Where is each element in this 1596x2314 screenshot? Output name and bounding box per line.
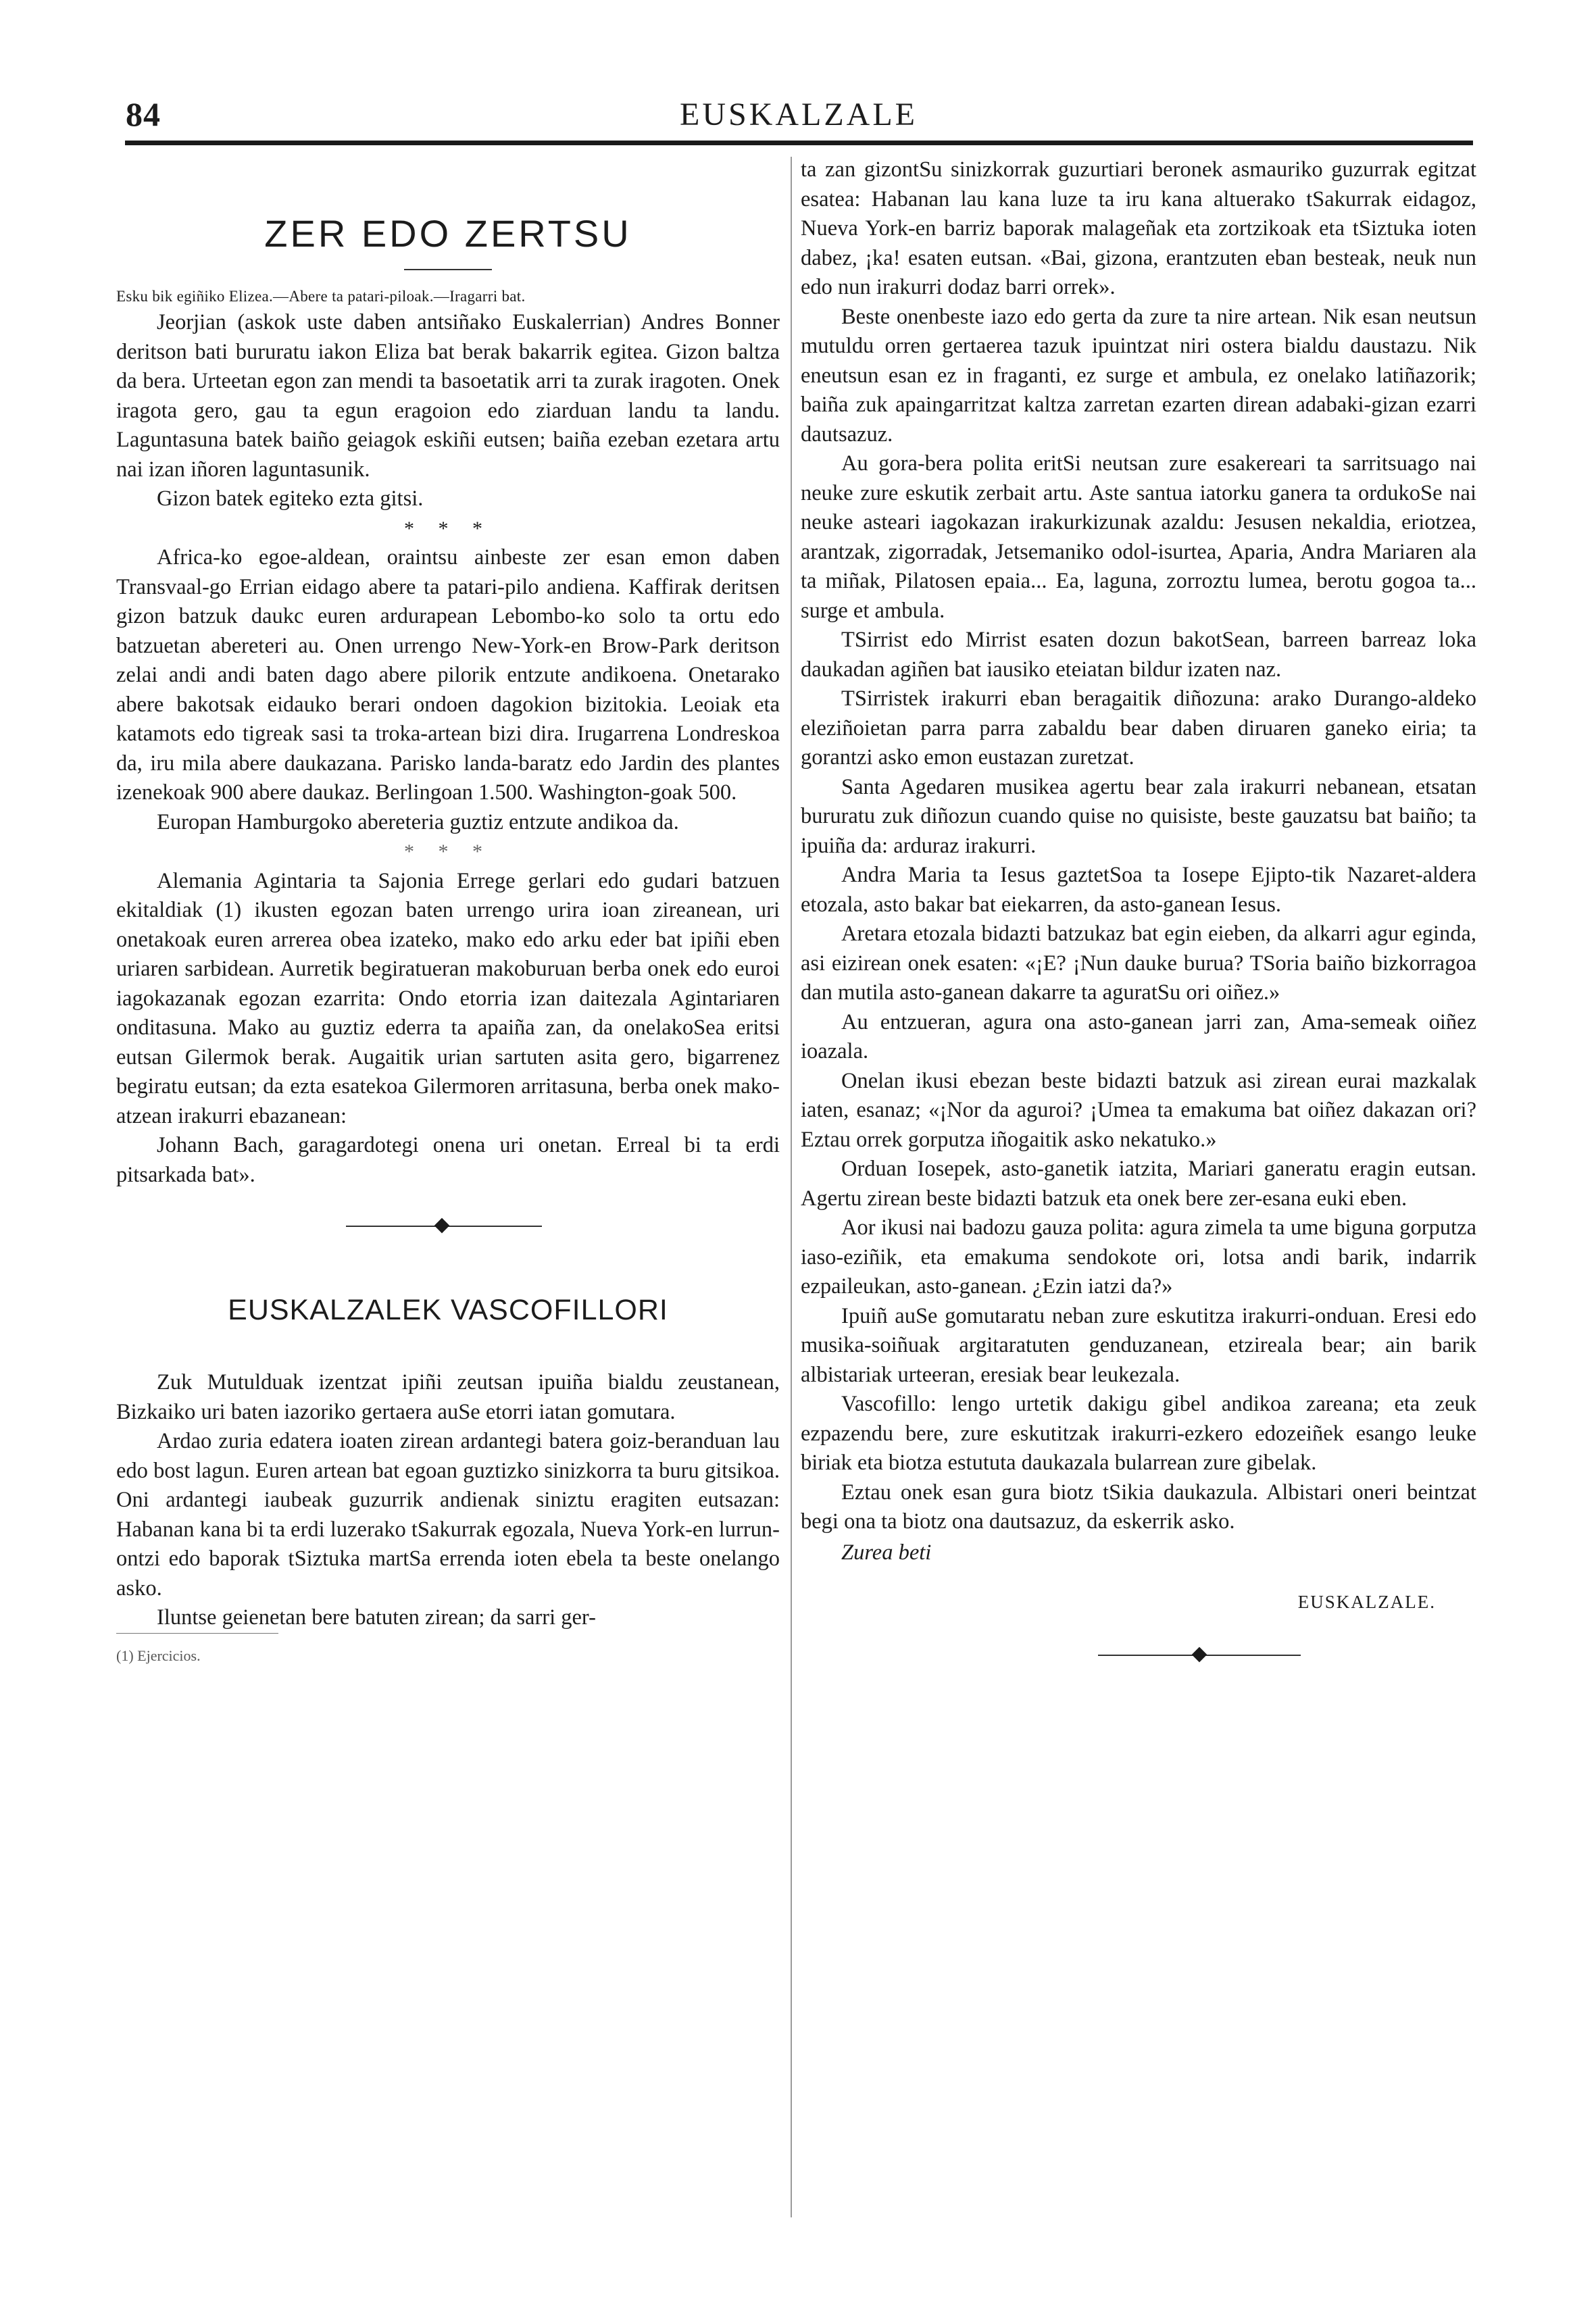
left-column: [116, 155, 780, 1667]
paragraph: Iluntse geienetan bere batuten zirean; da sarri ger-: [157, 1605, 596, 1630]
paragraph: Andra Maria ta Iesus gaztetSoa ta Iosepe Ejipto-tik Nazaret-aldera etozala, asto bakar bat eiekarren, da asto-ganean Iesus.: [801, 863, 1476, 917]
paragraph: TSirrist edo Mirrist esaten dozun bakotSean, barreen barreaz loka daukadan agiñen bat iausiko eteiatan bildur izaten naz.: [801, 628, 1476, 682]
page-number: 84: [126, 95, 161, 133]
footnote: [116, 1633, 780, 1667]
footnote-rule: [116, 1633, 278, 1634]
paragraph: Ardao zuria edatera ioaten zirean ardantegi batera goiz-beranduan lau edo bost lagun. Euren artean bat egoan guztizko sinizkorra ta buru gitsikoa. Oni ardantegi iaubeak guzurrik andienak siniztu eragiten eutsazan: Habanan kana bi ta erdi luzerako tSakurrak egozala, Nueva York-en lurrun-ontzi edo baporak tSiztuka martSa errenda ioten ebela ta beste onelango asko.: [116, 1429, 780, 1601]
article-title-euskalzalek-vascofillori: EUSKALZALEK VASCOFILLORI: [228, 1294, 668, 1326]
header-rule: [125, 141, 1473, 145]
journal-name: EUSKALZALE: [680, 97, 918, 132]
paragraph: Africa-ko egoe-aldean, oraintsu ainbeste zer esan emon daben Transvaal-go Errian eidago abere ta patari-pilo andiena. Kaffirak deritsen gizon batzuk daukc euren ardurapean Lebombo-ko solo ta ortu edo batzuetan abereteri au. Onen urrengo New-York-en Brow-Park deritson zelai andi andi baten dago abere pilorik entzute andikoena. Onetarako abere bakotsak eidauko berari ondoen dagokion bizitokia. Leoiak eta katamots edo tigreak sasi ta troka-artean bizi dira. Irugarrena Londreskoa da, iru mila abere daukazana. Parisko landa-baratz edo Jardin des plantes izenekoak 900 abere daukaz. Berlingoan 1.500. Washington-goak 500.: [116, 545, 780, 805]
paragraph: Europan Hamburgoko abereteria guztiz entzute andikoa da.: [157, 809, 679, 834]
signature: EUSKALZALE.: [1297, 1592, 1436, 1612]
diamond-icon: [434, 1218, 450, 1234]
paragraph: Orduan Iosepek, asto-ganetik iatzita, Mariari ganeratu eragin eutsan. Agertu zirean beste bidazti batzuk eta onek bere zer-esana euki eben.: [801, 1157, 1476, 1211]
paragraph: Au entzueran, agura ona asto-ganean jarri zan, Ama-semeak oiñez ioazala.: [801, 1009, 1476, 1063]
paragraph: Zuk Mutulduak izentzat ipiñi zeutsan ipuiña bialdu zeustanean, Bizkaiko uri baten iazoriko gertaera auSe etorri iatan gomutara.: [116, 1370, 780, 1424]
paragraph: Ipuiñ auSe gomutaratu neban zure eskutitza irakurri-onduan. Eresi edo musika-soiñuak argitaratuten genduzanean, etzireala bear; ain barik albistariak urteeran, eresiak bear leukezala.: [801, 1303, 1476, 1387]
paragraph: Onelan ikusi ebezan beste bidazti batzuk asi zirean eurai mazkalak iaten, esanaz; «¡Nor da aguroi? ¡Umea ta emakuma bat oiñez dakazan ori? Eztau orrek gorputza iñogaitik asko nekatuko.»: [801, 1068, 1476, 1152]
paragraph: Alemania Agintaria ta Sajonia Errege gerlari edo gudari batzuen ekitaldiak (1) ikusten egozan baten urrengo urira ioan zireanean, uri onetakoak euren arrerea obea izateko, mako edo arku eder bat ipiñi eben uriaren sarbidean. Aurretik begiratueran makoburuan berba onek edo euroi iagokazanak egozan ezarrita: Ondo etorria izan daitezala Agintariaren onditasuna. Mako au guztiz ederra ta apaiña zan, da onelakoSea eritsi eutsan Gilermok berak. Augaitik urian sartuten asita gero, bigarrenez begiratu eutsan; da ezta esatekoa Gilermoren arritasuna, berba onek mako-atzean irakurri ebazanean:: [116, 868, 780, 1128]
paragraph: Gizon batek egiteko ezta gitsi.: [157, 486, 424, 511]
section-end-ornament: [116, 1219, 780, 1233]
end-ornament: [801, 1649, 1476, 1662]
right-column: [801, 155, 1476, 1662]
paragraph: Beste onenbeste iazo edo gerta da zure ta nire artean. Nik esan neutsun mutuldu orren gertaerea tazuk ipuintzat niri ostera bialdu daustazu. Nik eneutsun esan ez in fraganti, ez surge et ambula, ez onelako latiñazorik; baiña zuk apaingarritzat kaltza zarretan ezarten direan adabaki-gizan ezarri dautsazuz.: [801, 304, 1476, 447]
article-subtitle: Esku bik egiñiko Elizea.—Abere ta patari-piloak.—Iragarri bat.: [116, 288, 526, 305]
running-head: [116, 95, 1481, 142]
diamond-icon: [1192, 1646, 1207, 1662]
letter-signoff: [801, 1538, 1476, 1617]
paragraph: ta zan gizontSu sinizkorrak guzurtiari beronek asmauriko guzurrak egitzat esatea: Habanan lau kana luze ta iru kana altuerako tSakurrak eidagoz, Nueva York-en barriz baporak malageñak eta zortzikoak eta tSiztuka ioten dabez, ¡ka! esaten eutsan. «Bai, gizona, erantzuten eban besteak, neuk nun edo nun irakurri dodaz barri orrek».: [801, 157, 1476, 299]
salutation: Zurea beti: [841, 1540, 932, 1565]
paragraph: Vascofillo: lengo urtetik dakigu gibel andikoa zareana; eta zeuk ezpazendu bere, zure eskutitzak irakurri-ezkero edozeiñek esango leuke biriak eta biotza estututa daukazala bularrean zure gibelak.: [801, 1392, 1476, 1475]
article-title-zer-edo-zertsu: ZER EDO ZERTSU: [264, 212, 632, 255]
footnote-text: (1) Ejercicios.: [116, 1646, 201, 1664]
column-divider: [791, 157, 792, 2217]
paragraph: Eztau onek esan gura biotz tSikia daukazula. Albistari oneri beintzat begi ona ta biotz ona dautsazuz, da eskerrik asko.: [801, 1480, 1476, 1534]
paragraph: Santa Agedaren musikea agertu bear zala irakurri nebanean, etsatan bururatu zuk diñozun cuando quise no quisiste, beste gauzatsu bat baiño; ta ipuiña da: arduraz irakurri.: [801, 774, 1476, 858]
paragraph: Aretara etozala bidazti batzukaz bat egin eieben, da alkarri agur eginda, asi eizirean onek esaten: «¡E? ¡Nun dauke burua? TSoria baiño bizkorragoa dan mutila asto-ganean dakarre ta aguratSu ori oiñez.»: [801, 922, 1476, 1005]
section-separator-stars: * * *: [404, 517, 492, 540]
paragraph: Aor ikusi nai badozu gauza polita: agura zimela ta ume biguna gorputza iaso-eziñik, eta emakuma sendokote ori, lotsa andi barik, indarrik ezpaileukan, asto-ganean. ¿Ezin iatzi da?»: [801, 1215, 1476, 1299]
paragraph: Johann Bach, garagardotegi onena uri onetan. Erreal bi ta erdi pitsarkada bat».: [116, 1133, 780, 1187]
title-rule: [404, 269, 492, 270]
paragraph: Jeorjian (askok uste daben antsiñako Euskalerrian) Andres Bonner deritson bati bururatu iakon Eliza bat berak bakarrik egitea. Gizon baltza da bera. Urteetan egon zan mendi ta basoetatik arri ta zurak iragoten. Onek iragota gero, gau ta egun eragoion edo ziarduan landu ta landu. Laguntasuna batek baiño geiagok eskiñi eutsen; baiña ezeban ezetara artu nai izan iñoren laguntasunik.: [116, 310, 780, 482]
paragraph: TSirristek irakurri eban beragaitik diñozuna: arako Durango-aldeko eleziñoietan parra parra zabaldu bear daben diruaren ganeko eiria; ta gorantzi asko emon eustazan zuretzat.: [801, 686, 1476, 770]
section-separator-stars: * * *: [404, 840, 492, 863]
paragraph: Au gora-bera polita eritSi neutsan zure esakereari ta sarritsuago nai neuke zure eskutik zerbait artu. Aste santua iatorku ganera ta ordukoSe nai neuke asteari iagokazan irakurkizunak azaldu: Jesusen nekaldia, eriotzea, arantzak, zigorradak, Jetsemaniko odol-isurtea, Aparia, Andra Mariaren ala ta miñak, Pilatosen epaia... Ea, laguna, zorroztu lumea, berotu gogoa ta... surge et ambula.: [801, 451, 1476, 623]
